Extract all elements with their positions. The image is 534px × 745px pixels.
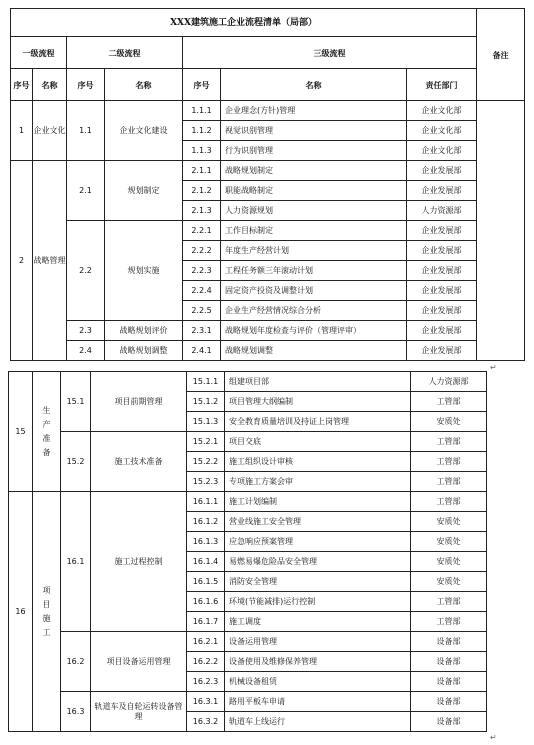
row-dept: 安质处 <box>411 552 487 572</box>
row-num: 15.2.3 <box>187 472 225 492</box>
row-name: 营业线施工安全管理 <box>225 512 411 532</box>
row-dept: 设备部 <box>411 632 487 652</box>
table-row <box>9 492 487 512</box>
header-level3: 三级流程 <box>183 37 477 69</box>
header-seq: 序号 <box>183 69 221 101</box>
sub-num: 16.3 <box>61 692 91 732</box>
row-dept: 企业发展部 <box>407 161 477 181</box>
sub-num: 2.3 <box>67 321 105 341</box>
sub-name: 项目前期管理 <box>91 372 187 432</box>
row-dept: 工管部 <box>411 592 487 612</box>
row-num: 16.1.2 <box>187 512 225 532</box>
sub-name: 施工过程控制 <box>91 492 187 632</box>
table-row <box>11 221 525 241</box>
sub-name: 战略规划调整 <box>105 341 183 361</box>
row-name: 项目交底 <box>225 432 411 452</box>
row-dept: 企业发展部 <box>407 281 477 301</box>
row-name: 专项施工方案会审 <box>225 472 411 492</box>
table-row <box>11 161 525 181</box>
row-num: 15.1.1 <box>187 372 225 392</box>
row-dept: 安质处 <box>411 572 487 592</box>
row-name: 企业理念(方针)管理 <box>221 101 407 121</box>
table-row <box>9 372 487 392</box>
sub-num: 16.1 <box>61 492 91 632</box>
row-dept: 企业发展部 <box>407 181 477 201</box>
row-num: 16.1.4 <box>187 552 225 572</box>
row-dept: 设备部 <box>411 672 487 692</box>
group-name-text: 生产准备 <box>42 405 51 457</box>
row-num: 2.2.1 <box>183 221 221 241</box>
paragraph-mark: ↵ <box>490 363 497 372</box>
group-name <box>33 372 61 492</box>
row-name: 视觉识别管理 <box>221 121 407 141</box>
table-row <box>11 101 525 121</box>
row-num: 16.1.5 <box>187 572 225 592</box>
row-name: 战略规划制定 <box>221 161 407 181</box>
group-name: 战略管理 <box>33 161 67 361</box>
header-seq: 序号 <box>67 69 105 101</box>
row-num: 2.1.2 <box>183 181 221 201</box>
sub-num: 2.2 <box>67 221 105 321</box>
row-dept: 工管部 <box>411 612 487 632</box>
row-dept: 工管部 <box>411 392 487 412</box>
group-name <box>33 492 61 732</box>
row-num: 2.2.3 <box>183 261 221 281</box>
header-name: 名称 <box>33 69 67 101</box>
remark-cell <box>477 101 525 361</box>
row-name: 职能战略制定 <box>221 181 407 201</box>
row-name: 战略规划调整 <box>221 341 407 361</box>
row-name: 设备运用管理 <box>225 632 411 652</box>
row-num: 16.1.7 <box>187 612 225 632</box>
row-name: 战略规划年度检查与评价（管理评审） <box>221 321 407 341</box>
row-name: 消防安全管理 <box>225 572 411 592</box>
row-dept: 设备部 <box>411 692 487 712</box>
row-num: 2.3.1 <box>183 321 221 341</box>
row-num: 16.1.6 <box>187 592 225 612</box>
process-table-top <box>10 8 525 361</box>
group-name-text: 项目施工 <box>42 585 51 637</box>
row-num: 2.1.1 <box>183 161 221 181</box>
sub-num: 15.2 <box>61 432 91 492</box>
row-dept: 工管部 <box>411 472 487 492</box>
row-name: 施工组织设计审核 <box>225 452 411 472</box>
group-num: 2 <box>11 161 33 361</box>
row-name: 施工调度 <box>225 612 411 632</box>
row-name: 路用平板车申请 <box>225 692 411 712</box>
row-num: 16.1.1 <box>187 492 225 512</box>
sub-num: 1.1 <box>67 101 105 161</box>
group-num: 1 <box>11 101 33 161</box>
row-dept: 企业发展部 <box>407 321 477 341</box>
row-num: 2.1.3 <box>183 201 221 221</box>
sub-name: 战略规划评价 <box>105 321 183 341</box>
row-dept: 企业文化部 <box>407 141 477 161</box>
table-row <box>9 692 487 712</box>
row-num: 2.2.2 <box>183 241 221 261</box>
row-name: 安全教育质量培训及持证上岗管理 <box>225 412 411 432</box>
sub-name: 规划制定 <box>105 161 183 221</box>
row-name: 设备使用及维修保养管理 <box>225 652 411 672</box>
row-name: 环境(节能减排)运行控制 <box>225 592 411 612</box>
row-num: 15.2.1 <box>187 432 225 452</box>
row-name: 机械设备租赁 <box>225 672 411 692</box>
group-num: 16 <box>9 492 33 732</box>
row-dept: 安质处 <box>411 412 487 432</box>
row-dept: 人力资源部 <box>411 372 487 392</box>
header-level2: 二级流程 <box>67 37 183 69</box>
row-name: 应急响应预案管理 <box>225 532 411 552</box>
row-dept: 企业发展部 <box>407 241 477 261</box>
row-dept: 企业文化部 <box>407 101 477 121</box>
row-dept: 企业发展部 <box>407 261 477 281</box>
row-num: 16.1.3 <box>187 532 225 552</box>
table-row <box>11 321 525 341</box>
table-row <box>11 341 525 361</box>
row-num: 2.2.5 <box>183 301 221 321</box>
header-name: 名称 <box>105 69 183 101</box>
header-dept: 责任部门 <box>407 69 477 101</box>
row-name: 施工计划编制 <box>225 492 411 512</box>
row-dept: 人力资源部 <box>407 201 477 221</box>
row-name: 工程任务额三年滚动计划 <box>221 261 407 281</box>
row-num: 16.2.1 <box>187 632 225 652</box>
row-num: 16.3.1 <box>187 692 225 712</box>
row-name: 易燃易爆危险品安全管理 <box>225 552 411 572</box>
header-name: 名称 <box>221 69 407 101</box>
row-name: 人力资源规划 <box>221 201 407 221</box>
row-name: 企业生产经营情况综合分析 <box>221 301 407 321</box>
row-dept: 设备部 <box>411 712 487 732</box>
row-num: 15.1.2 <box>187 392 225 412</box>
row-name: 项目管理大纲编制 <box>225 392 411 412</box>
sub-num: 16.2 <box>61 632 91 692</box>
row-num: 16.2.2 <box>187 652 225 672</box>
header-remark: 备注 <box>477 9 525 101</box>
row-dept: 工管部 <box>411 452 487 472</box>
row-dept: 安质处 <box>411 532 487 552</box>
row-name: 工作目标制定 <box>221 221 407 241</box>
row-num: 16.2.3 <box>187 672 225 692</box>
row-dept: 企业发展部 <box>407 221 477 241</box>
row-num: 15.2.2 <box>187 452 225 472</box>
sub-name: 规划实施 <box>105 221 183 321</box>
sub-num: 2.1 <box>67 161 105 221</box>
row-dept: 设备部 <box>411 652 487 672</box>
row-dept: 工管部 <box>411 492 487 512</box>
process-table-bottom <box>8 371 487 732</box>
header-level1: 一级流程 <box>11 37 67 69</box>
row-num: 15.1.3 <box>187 412 225 432</box>
row-dept: 企业发展部 <box>407 341 477 361</box>
row-dept: 工管部 <box>411 432 487 452</box>
row-dept: 企业文化部 <box>407 121 477 141</box>
row-dept: 企业发展部 <box>407 301 477 321</box>
row-num: 2.2.4 <box>183 281 221 301</box>
row-name: 行为识别管理 <box>221 141 407 161</box>
row-num: 2.4.1 <box>183 341 221 361</box>
row-num: 1.1.2 <box>183 121 221 141</box>
sub-name: 企业文化建设 <box>105 101 183 161</box>
sub-num: 15.1 <box>61 372 91 432</box>
table-row <box>9 632 487 652</box>
row-name: 轨道车上线运行 <box>225 712 411 732</box>
group-name: 企业文化 <box>33 101 67 161</box>
row-num: 16.3.2 <box>187 712 225 732</box>
sub-name: 施工技术准备 <box>91 432 187 492</box>
row-num: 1.1.1 <box>183 101 221 121</box>
row-name: 组建项目部 <box>225 372 411 392</box>
group-num: 15 <box>9 372 33 492</box>
paragraph-mark: ↵ <box>490 733 497 742</box>
header-seq: 序号 <box>11 69 33 101</box>
sub-num: 2.4 <box>67 341 105 361</box>
table-row <box>9 432 487 452</box>
row-num: 1.1.3 <box>183 141 221 161</box>
sub-name: 轨道车及自轮运转设备管理 <box>91 692 187 732</box>
sub-name: 项目设备运用管理 <box>91 632 187 692</box>
row-dept: 安质处 <box>411 512 487 532</box>
row-name: 年度生产经营计划 <box>221 241 407 261</box>
row-name: 固定资产投资及调整计划 <box>221 281 407 301</box>
table-title: XXX建筑施工企业流程清单（局部） <box>11 9 477 37</box>
